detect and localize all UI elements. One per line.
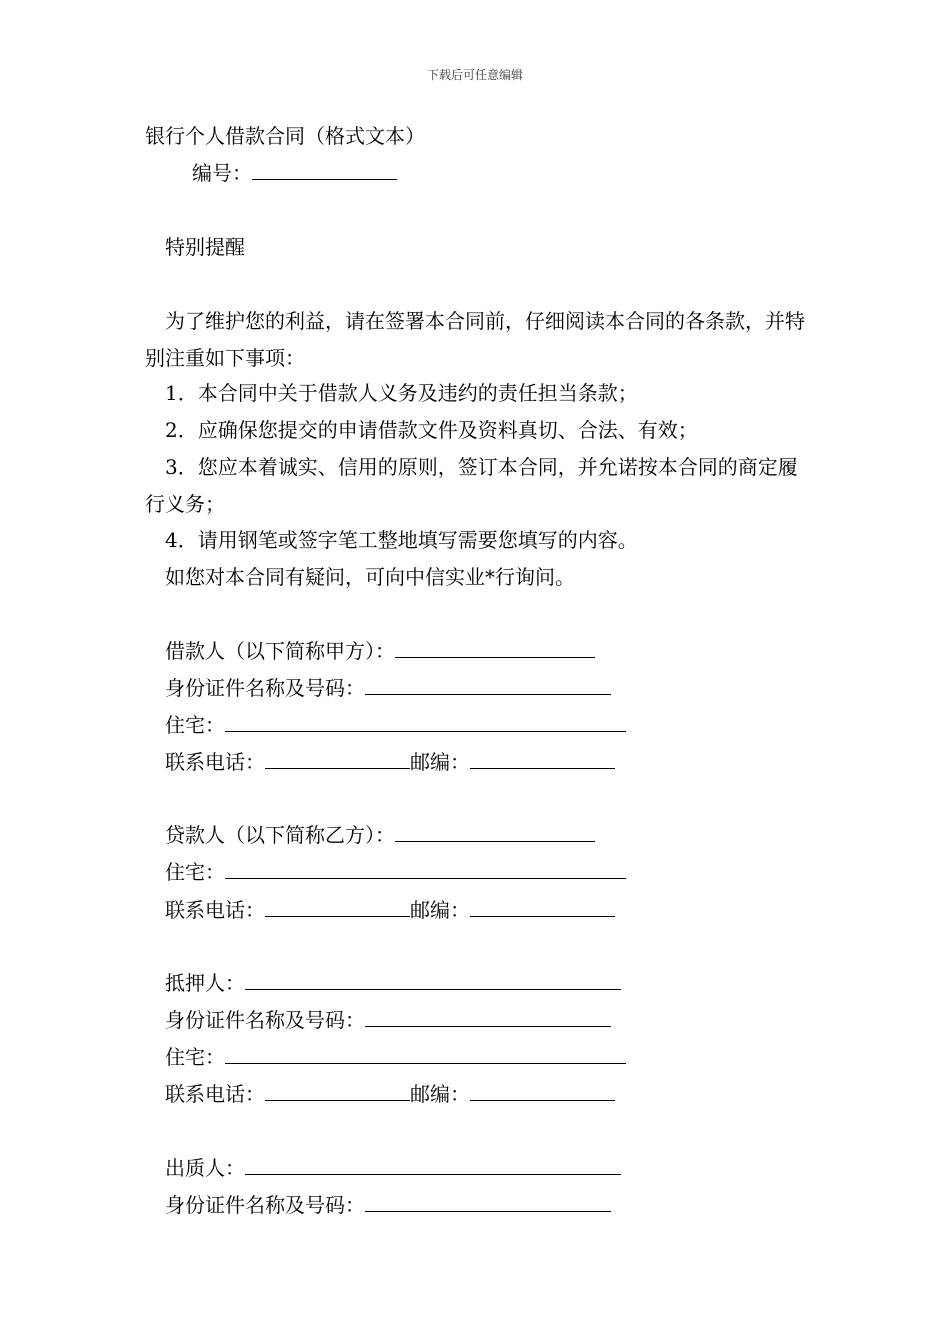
mortgagor-phone-field[interactable] xyxy=(265,1080,410,1101)
lender-address-row xyxy=(165,858,626,886)
lender-contact-row xyxy=(165,896,615,924)
lender-address-label: 住宅： xyxy=(165,860,225,884)
pledgor-id-field[interactable] xyxy=(365,1191,611,1212)
mortgagor-name-field[interactable] xyxy=(245,969,621,990)
borrower-name-field[interactable] xyxy=(395,637,595,658)
special-notice-heading: 特别提醒 xyxy=(165,235,245,259)
document-title: 银行个人借款合同（格式文本） xyxy=(145,124,425,148)
lender-zip-field[interactable] xyxy=(470,896,615,917)
lender-zip-label: 邮编： xyxy=(410,898,470,922)
page-header: 下载后可任意编辑 xyxy=(426,68,523,82)
borrower-name-row xyxy=(165,637,595,665)
mortgagor-id-label: 身份证件名称及号码： xyxy=(165,1008,365,1032)
mortgagor-address-field[interactable] xyxy=(225,1043,626,1064)
borrower-address-row xyxy=(165,711,626,739)
mortgagor-address-row xyxy=(165,1043,626,1071)
notice-item: 4．请用钢笔或签字笔工整地填写需要您填写的内容。 xyxy=(165,528,638,552)
borrower-address-label: 住宅： xyxy=(165,713,225,737)
pledgor-name-row xyxy=(165,1154,621,1182)
borrower-zip-label: 邮编： xyxy=(410,750,470,774)
mortgagor-zip-label: 邮编： xyxy=(410,1082,470,1106)
mortgagor-name-row xyxy=(165,969,621,997)
mortgagor-phone-label: 联系电话： xyxy=(165,1082,265,1106)
pledgor-id-label: 身份证件名称及号码： xyxy=(165,1193,365,1217)
borrower-name-label: 借款人（以下简称甲方）： xyxy=(165,639,395,663)
lender-phone-label: 联系电话： xyxy=(165,898,265,922)
borrower-id-field[interactable] xyxy=(365,674,611,695)
pledgor-id-row xyxy=(165,1191,611,1219)
contract-number-label: 编号： xyxy=(192,161,252,185)
lender-name-field[interactable] xyxy=(395,821,595,842)
mortgagor-name-label: 抵押人： xyxy=(165,971,245,995)
notice-intro: 为了维护您的利益，请在签署本合同前，仔细阅读本合同的各条款，并特别注重如下事项： xyxy=(145,309,805,370)
borrower-contact-row xyxy=(165,748,615,776)
lender-address-field[interactable] xyxy=(225,858,626,879)
borrower-zip-field[interactable] xyxy=(470,748,615,769)
contract-number-row xyxy=(192,159,397,187)
borrower-id-label: 身份证件名称及号码： xyxy=(165,676,365,700)
notice-item: 1．本合同中关于借款人义务及违约的责任担当条款； xyxy=(165,381,638,405)
lender-name-row xyxy=(165,821,595,849)
mortgagor-address-label: 住宅： xyxy=(165,1045,225,1069)
notice-item: 2．应确保您提交的申请借款文件及资料真切、合法、有效； xyxy=(165,418,698,442)
borrower-id-row xyxy=(165,674,611,702)
borrower-phone-field[interactable] xyxy=(265,748,410,769)
contract-number-field[interactable] xyxy=(252,159,397,180)
borrower-address-field[interactable] xyxy=(225,711,626,732)
mortgagor-id-field[interactable] xyxy=(365,1006,611,1027)
mortgagor-id-row xyxy=(165,1006,611,1034)
lender-name-label: 贷款人（以下简称乙方）： xyxy=(165,823,395,847)
pledgor-name-field[interactable] xyxy=(245,1154,621,1175)
notice-footer: 如您对本合同有疑问，可向中信实业*行询问。 xyxy=(165,565,575,589)
mortgagor-zip-field[interactable] xyxy=(470,1080,615,1101)
borrower-phone-label: 联系电话： xyxy=(165,750,265,774)
lender-phone-field[interactable] xyxy=(265,896,410,917)
notice-item: 3．您应本着诚实、信用的原则，签订本合同，并允诺按本合同的商定履行义务； xyxy=(145,455,798,516)
mortgagor-contact-row xyxy=(165,1080,615,1108)
pledgor-name-label: 出质人： xyxy=(165,1156,245,1180)
